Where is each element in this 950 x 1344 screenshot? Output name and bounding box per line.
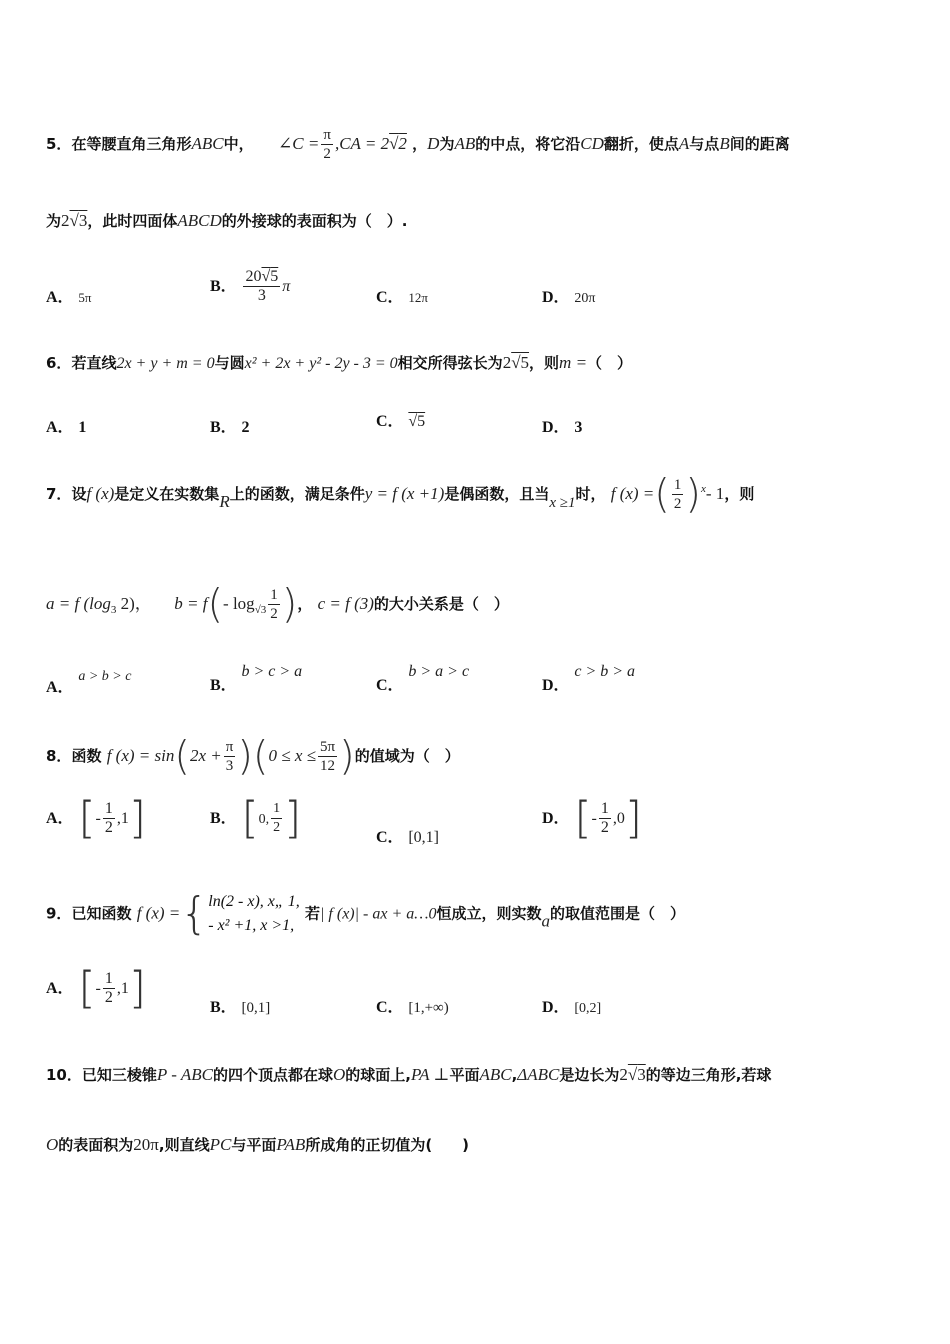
option-tail: π [282,278,291,295]
q10-text: , [511,1066,518,1084]
q10-text: ,则直线 [158,1136,210,1154]
right-paren: ) [281,581,298,628]
option-label: B． [210,278,237,295]
set-r: R [219,492,230,511]
radicand: 5 [520,353,530,372]
q9-line [46,890,685,938]
q9-option-d[interactable] [542,996,601,1020]
f-definition: f (x) = [610,484,655,503]
q5-option-a[interactable] [46,286,91,309]
q5-text: 翻折，使点 [603,135,679,153]
option-label: B． [210,810,237,827]
sphere-o: O [332,1065,346,1084]
q10-text: 的四个顶点都在球 [212,1066,333,1084]
distance-value [61,211,87,230]
q7-option-d[interactable] [542,660,635,697]
right-bracket: ] [624,792,643,844]
interval: 0,1 [413,829,434,846]
q6-text: 与圆 [214,354,245,372]
q7-text: ， [297,595,313,613]
q5-text: 的中点，将它沿 [475,135,581,153]
option-label: D． [542,677,570,694]
option-value: b > a > c [408,663,470,680]
q5-text: 为 [439,135,455,153]
a-variable: a [541,911,550,931]
a-definition: a = f (log [46,594,111,613]
pi-over-2 [321,126,333,163]
option-label: C． [376,999,404,1016]
option-pre: 0, [258,812,270,827]
q8-option-b[interactable] [210,792,302,844]
left-bracket: [ [574,792,592,844]
left-paren: ( [174,733,190,780]
q5-line2 [46,210,407,232]
q5-option-d[interactable] [542,286,595,310]
q5-text: ，此时四面体 [87,212,178,230]
left-paren: ( [654,471,670,518]
option-value: b > c > a [241,663,303,680]
q8-line [46,733,460,780]
option-value: 5π [78,290,92,305]
segment-ab: AB [454,134,476,153]
q9-option-c[interactable] [376,996,449,1019]
x-range: x ≥1 [549,495,576,511]
minus-one: - 1 [705,484,725,503]
frac-num: 1 [600,800,609,817]
left-paren: ( [252,733,269,780]
right-bracket: ] [128,962,147,1014]
frac-den: 2 [673,496,682,512]
point-d: D [427,134,440,153]
coef: 2 [61,211,70,230]
q7-text: 的大小关系是（ ） [373,595,509,613]
q9-text: 已知函数 [71,904,132,923]
option-label: A． [46,810,74,827]
option-label: A． [46,679,74,696]
q10-text: 的表面积为 [58,1136,134,1154]
q7-text: 是偶函数，且当 [444,485,550,503]
log-base: 3 [110,604,117,616]
option-label: C． [376,413,404,430]
triangle-abc: ΔABC [517,1065,560,1084]
line-equation: 2x + y + m = 0 [116,355,215,372]
coef: 2 [502,353,512,372]
m-variable: m = [559,353,588,372]
frac-num: 1 [673,477,682,493]
q6-line [46,352,632,375]
option-label: C． [376,289,404,306]
option-value: [1,+∞) [408,1000,449,1016]
q5-text: 的外接球的表面积为（ ）. [221,212,408,230]
q10-text: 是边长为 [559,1066,620,1084]
q8-text: 函数 [71,747,102,765]
option-value: [0,1] [241,1000,271,1016]
option-label: B． [210,677,237,694]
sphere-o: O [46,1135,59,1154]
q9-option-b[interactable] [210,996,270,1019]
q5-text: 在等腰直角三角形 [71,135,192,153]
exponent: x [701,483,706,495]
frac-den: 3 [257,287,266,304]
option-fraction [271,800,282,837]
q5-option-c[interactable] [376,286,428,309]
frac-num: 5π [320,739,336,755]
angle-condition: ∠C = [278,134,320,153]
radicand: 5 [270,268,279,285]
five-pi-over-12 [318,738,337,775]
sqrt: √5 [261,268,279,285]
option-post: ,1 [116,980,129,997]
c-definition: c = f (3) [317,594,374,613]
option-label: B． [210,419,237,436]
option-value: [0,2] [574,1001,602,1016]
q5-line1 [46,126,790,163]
option-post: ,0 [612,810,625,827]
q10-text: 平面 [449,1066,480,1084]
q5-text: 与点 [689,135,720,153]
q7-line2 [46,581,509,628]
q10-text: 的球面上, [345,1066,411,1084]
domain: 0 ≤ x ≤ [268,746,316,765]
option-label: D． [542,289,570,306]
circle-equation: x² + 2x + y² - 2y - 3 = 0 [244,355,398,372]
q10-text: 与平面 [231,1136,277,1154]
option-value: √5 [408,413,426,430]
q6-text: 若直线 [71,354,117,372]
option-label: C． [376,677,404,694]
option-fraction [243,268,280,305]
frac-num: 1 [271,800,282,819]
option-value: 12π [408,290,428,305]
piecewise-function: f (x) = [136,903,181,923]
frac-den: 2 [273,820,281,835]
frac-den: 2 [600,819,609,836]
q10-text: 的等边三角形,若球 [645,1066,772,1084]
q6-text: ，则 [529,354,560,372]
log-base: √3 [254,604,267,616]
option-value: [0,1] [408,829,439,846]
frac-num: 1 [104,970,113,987]
q10-text: 已知三棱锥 [81,1066,157,1084]
frac-num: 1 [104,800,113,817]
surface-area: 20π [133,1135,159,1154]
option-label: C． [376,829,404,846]
left-bracket: [ [78,792,96,844]
q5-text: 间的距离 [729,135,790,153]
perpendicular: PA ⊥ [410,1065,450,1084]
option-label: D． [542,810,570,827]
b-definition: b = f [174,594,208,613]
frac-den: 2 [270,606,278,622]
q6-number: 6． [46,354,72,372]
sin-function: f (x) = sin [106,746,175,765]
option-value: a > b > c [78,669,132,684]
q9-text: 若 [305,904,321,923]
q6-option-d[interactable] [542,416,582,439]
radicand: 2 [398,134,407,153]
q5-text: 为 [46,212,62,230]
inequality: | f (x)| - ax + a…0 [320,905,437,923]
left-bracket: [ [241,792,259,844]
q10-number: 10． [46,1066,82,1084]
coef: 2 [619,1065,628,1084]
q6-text: 相交所得弦长为 [397,354,503,372]
case-1: ln(2 - x), x„ 1, [208,893,300,910]
q9-option-a[interactable] [46,962,147,1014]
right-paren: ) [685,471,701,518]
radicand: 3 [78,211,88,230]
q5-text: ， [412,135,428,153]
q7-option-b[interactable] [210,660,302,697]
frac-num: π [323,127,331,143]
q7-text: 设 [71,485,87,503]
option-fraction [103,970,115,1007]
q7-number: 7． [46,485,72,503]
frac-den: 2 [104,989,113,1006]
left-paren: ( [207,581,224,628]
q7-option-a[interactable] [46,664,131,699]
q7-text: 是定义在实数集 [114,485,220,503]
option-fraction [599,800,611,837]
q6-option-b[interactable] [210,416,249,439]
radicand: 3 [637,1065,646,1084]
chord-length [503,353,529,372]
q9-number: 9． [46,904,72,923]
option-value: 20π [574,291,596,306]
right-bracket: ] [128,792,147,844]
even-condition: y = f (x +1) [364,484,445,503]
q8-option-c[interactable] [376,826,439,849]
pyramid-name: P - ABC [156,1065,213,1084]
q8-option-a[interactable] [46,792,147,844]
option-value: 1 [78,419,87,436]
q6-text: （ ） [587,354,633,372]
q7-text: 上的函数，满足条件 [229,485,365,503]
q5-number: 5． [46,135,72,153]
frac-den: 3 [225,758,234,774]
frac-num [243,268,280,287]
q9-text: 的取值范围是（ ） [550,904,686,923]
q10-line1 [46,1064,771,1086]
neg-log: - log [223,594,255,613]
pi-over-3 [224,738,236,775]
q5-text: 中， [223,135,254,153]
left-bracket: [ [78,962,96,1014]
option-pre: - [95,980,101,997]
q8-text: 的值域为（ ） [354,747,460,765]
option-label: A． [46,980,74,997]
option-value: 3 [574,419,583,436]
frac-den: 12 [320,758,336,774]
option-label: D． [542,419,570,436]
half [672,476,684,513]
option-label: A． [46,289,74,306]
sqrt: √3 [627,1065,646,1084]
option-fraction [103,800,115,837]
q7-option-c[interactable] [376,660,469,697]
q9-text: 恒成立，则实数 [436,904,542,923]
half [268,586,280,623]
option-pre: - [95,810,101,827]
option-label: A． [46,419,74,436]
frac-num: 1 [270,587,278,603]
left-brace: { [180,888,209,939]
q10-line2 [46,1134,469,1156]
side-length [619,1065,645,1084]
right-bracket: ] [284,792,302,844]
ca-condition: ,CA = 2 [334,134,390,153]
coef: 20 [245,268,262,285]
option-label: B． [210,999,237,1016]
plane-pab: PAB [276,1135,306,1154]
plane-abc: ABC [479,1065,512,1084]
q10-text: 所成角的正切值为( ) [305,1136,470,1154]
option-value: c > b > a [574,663,636,680]
q7-text: ，则 [724,485,755,503]
sqrt: √5 [511,353,530,372]
segment-cd: CD [580,134,604,153]
sqrt: √3 [69,211,88,230]
line-pc: PC [209,1135,232,1154]
q8-number: 8． [46,747,72,765]
frac-den: 2 [323,146,331,162]
right-paren: ) [237,733,253,780]
q6-option-a[interactable] [46,416,86,439]
tetrahedron-name: ABCD [177,211,222,230]
q6-option-c[interactable] [376,410,425,433]
radicand: 5 [417,413,426,430]
sin-argument: 2x + [189,746,222,765]
piecewise-cases [208,890,300,938]
q7-text: 时， [575,485,606,503]
point-a: A [678,134,690,153]
q5-option-b[interactable] [210,268,290,305]
q8-option-d[interactable] [542,792,643,844]
case-2: - x² +1, x >1, [208,917,295,934]
triangle-name: ABC [191,134,224,153]
q7-line1 [46,471,755,518]
option-label: D． [542,999,570,1016]
function-f: f (x) [86,484,115,503]
option-value: 2 [241,419,250,436]
option-post: ,1 [116,810,129,827]
point-b: B [719,134,730,153]
option-pre: - [591,810,597,827]
frac-num: π [225,739,234,755]
sqrt-2: √2 [389,134,407,153]
frac-den: 2 [104,819,113,836]
right-paren: ) [339,733,355,780]
a-tail: 2)， [116,594,152,613]
